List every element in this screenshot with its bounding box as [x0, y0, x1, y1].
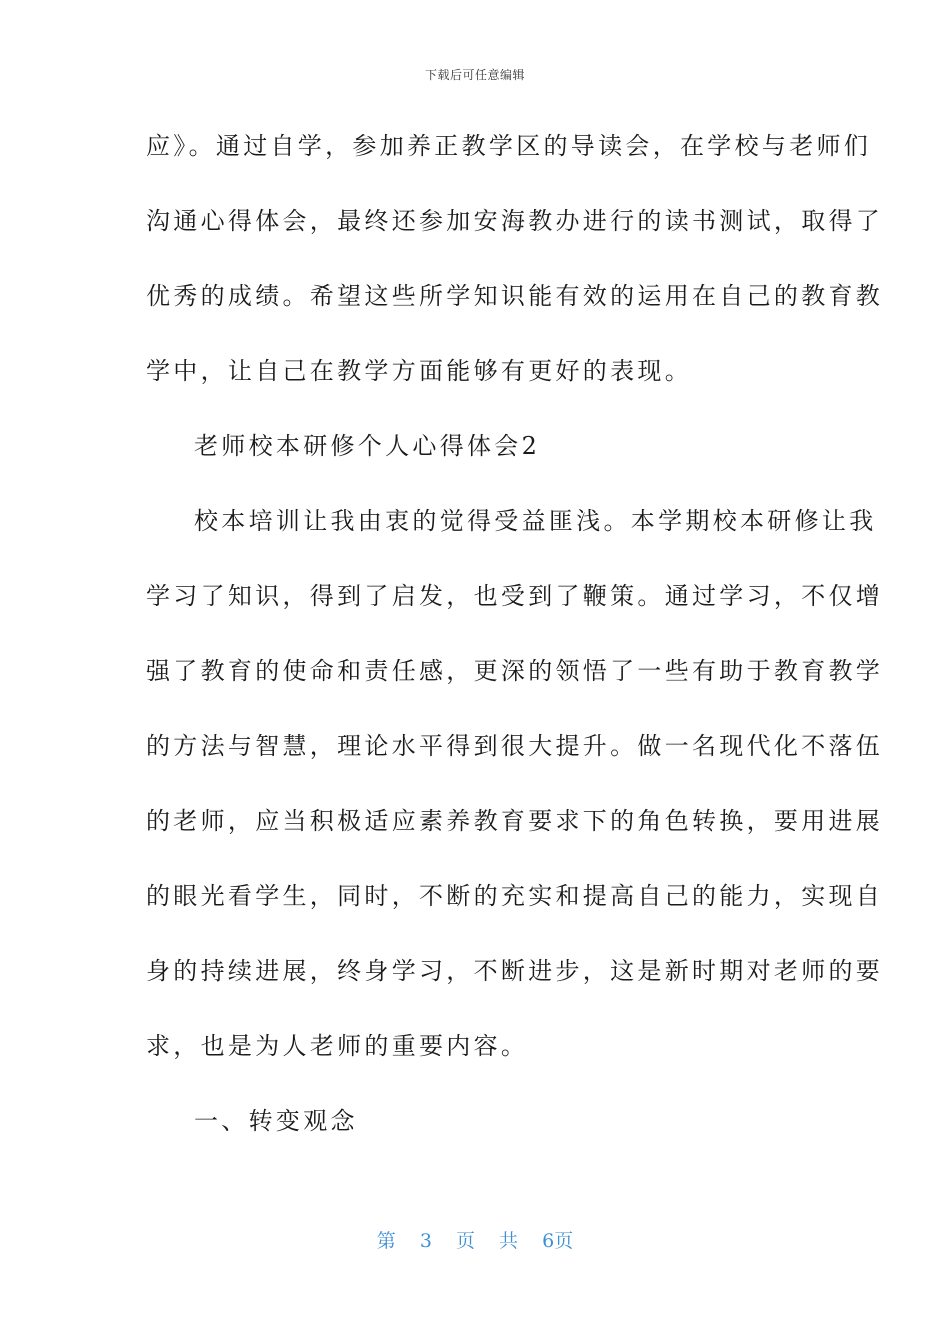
footer-page-label: 第 [376, 1230, 396, 1252]
text-line: 的眼光看学生，同时，不断的充实和提高自己的能力，实现自 [146, 882, 884, 910]
text-line: 求，也是为人老师的重要内容。 [146, 1032, 529, 1060]
text-line: 沟通心得体会，最终还参加安海教办进行的读书测试，取得了 [146, 207, 884, 235]
footer-current-page: 3 [419, 1230, 432, 1252]
text-line: 身的持续进展，终身学习，不断进步，这是新时期对老师的要 [146, 957, 884, 985]
text-line: 强了教育的使命和责任感，更深的领悟了一些有助于教育教学 [146, 657, 884, 685]
page-footer [0, 1226, 950, 1253]
page-header: 下载后可任意编辑 [424, 68, 525, 82]
subsection-heading: 一、转变观念 [194, 1107, 358, 1135]
text-line: 校本培训让我由衷的觉得受益匪浅。本学期校本研修让我 [194, 507, 877, 535]
footer-total-label: 共 [499, 1230, 519, 1252]
document-body [146, 122, 884, 1172]
text-line: 学习了知识，得到了启发，也受到了鞭策。通过学习，不仅增 [146, 582, 884, 610]
text-line: 应》。通过自学，参加养正教学区的导读会，在学校与老师们 [146, 132, 872, 160]
footer-total-pages: 6页 [542, 1230, 574, 1252]
text-line: 的方法与智慧，理论水平得到很大提升。做一名现代化不落伍 [146, 732, 884, 760]
text-line: 的老师，应当积极适应素养教育要求下的角色转换，要用进展 [146, 807, 884, 835]
text-line: 学中，让自己在教学方面能够有更好的表现。 [146, 357, 692, 385]
footer-page-unit: 页 [455, 1230, 475, 1252]
section-title: 老师校本研修个人心得体会2 [194, 432, 541, 460]
text-line: 优秀的成绩。希望这些所学知识能有效的运用在自己的教育教 [146, 282, 884, 310]
